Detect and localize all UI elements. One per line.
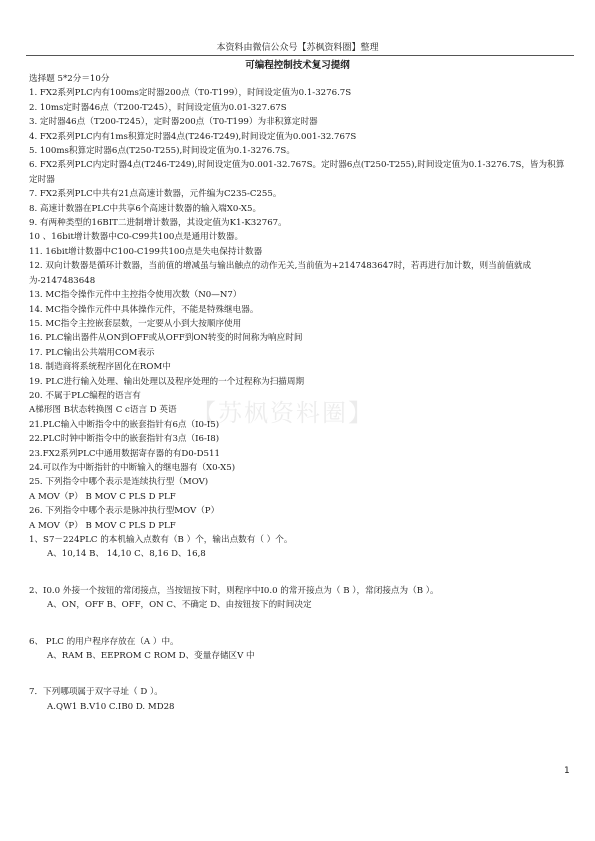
header-note: 本资料由微信公众号【苏枫资料圈】整理	[216, 43, 379, 53]
body-line: 21.PLC输入中断指令中的嵌套指针有6点（I0-I5)	[29, 419, 220, 430]
body-line: 24.可以作为中断指针的中断输入的继电器有（X0-X5)	[29, 462, 236, 473]
body-line: 8. 高速计数器在PLC中共享6个高速计数器的输入端X0-X5。	[29, 203, 262, 214]
body-line: 9. 有两种类型的16BIT二进制增计数器，其设定值为K1-K32767。	[29, 218, 287, 229]
body-line: 2. 10ms定时器46点（T200-T245），时间设定值为0.01-327.67S	[29, 102, 287, 113]
body-line: 22.PLC时钟中断指令中的嵌套指针有3点（I6-I8)	[29, 434, 220, 445]
body-line: 4. FX2系列PLC内有1ms积算定时器4点(T246-T249),时间设定值为0.001-32.767S	[29, 131, 357, 142]
watermark: 【苏枫资料圈】	[192, 399, 374, 427]
body-line: 26. 下列指令中哪个表示是脉冲执行型MOV（P）	[29, 506, 220, 517]
answer-options: A MOV（P） B MOV C PLS D PLF	[29, 520, 176, 531]
answer-options: A、RAM B、EEPROM C ROM D、变量存储区V 中	[47, 651, 255, 662]
question-line: 6、 PLC 的用户程序存放在（A ）中。	[29, 636, 179, 647]
body-line: 25. 下列指令中哪个表示是连续执行型（MOV)	[29, 477, 209, 488]
header-rule	[26, 55, 574, 56]
body-line: 5. 100ms积算定时器6点(T250-T255),时间设定值为0.1-3276.7S。	[29, 146, 295, 157]
body-line: 13. MC指令操作元件中主控指令使用次数（N0—N7）	[29, 290, 242, 301]
document-body	[29, 72, 569, 714]
question-line: 7．下列哪项属于双字寻址（ D ）。	[29, 687, 163, 698]
body-line: 11. 16bit增计数器中C100-C199共100点是失电保持计数器	[29, 246, 263, 257]
document-title: 可编程控制技术复习提纲	[245, 60, 350, 71]
body-line: 15. MC指令主控嵌套层数，一定要从小到大按顺序使用	[29, 318, 242, 329]
body-line: 19. PLC进行输入处理、输出处理以及程序处理的一个过程称为扫描周期	[29, 376, 305, 387]
body-line: 16. PLC输出器件从ON到OFF或从OFF到ON转变的时间称为响应时间	[29, 333, 303, 344]
body-line: 7. FX2系列PLC中共有21点高速计数器，元件编为C235-C255。	[29, 189, 282, 200]
body-line: 18. 制造商将系统程序固化在ROM中	[29, 362, 171, 373]
answer-options: A、10,14 B、 14,10 C、8,16 D、16,8	[47, 549, 206, 560]
body-line: 3. 定时器46点（T200-T245），定时器200点（T0-T199）为非积算定时器	[29, 117, 318, 128]
section-heading: 选择题 5*2分＝10分	[29, 74, 110, 84]
question-line: 2、I0.0 外接一个按钮的常闭接点，当按钮按下时，则程序中I0.0 的常开接点为（ B ），常闭接点为（B ）。	[29, 585, 439, 596]
answer-options: A MOV（P） B MOV C PLS D PLF	[29, 491, 176, 502]
answer-options: A、ON，OFF B、OFF，ON C、不确定 D、由按钮按下的时间决定	[47, 600, 312, 611]
question-line: 1、S7－224PLC 的本机输入点数有（B ）个，输出点数有（ ）个。	[29, 535, 293, 545]
page-number: 1	[564, 766, 570, 776]
body-line: 12. 双向计数器是循环计数器，当前值的增减虽与输出触点的动作无关,当前值为+2147483647时，若再进行加计数，则当前值就成为-2147483648	[29, 261, 532, 286]
body-line: 6. FX2系列PLC内定时器4点(T246-T249),时间设定值为0.001-32.767S。定时器6点(T250-T255),时间设定值为0.1-3276.7S，皆为积算定时器	[29, 160, 565, 185]
answer-options: A.QW1 B.V10 C.IB0 D. MD28	[47, 701, 175, 712]
body-line: 23.FX2系列PLC中通用数据寄存器的有D0-D511	[29, 448, 220, 459]
body-line: 20. 不属于PLC编程的语言有	[29, 390, 141, 401]
body-line: 10 、16bit增计数器中C0-C99共100点是通用计数器。	[29, 232, 244, 243]
body-line: 14. MC指令操作元件中具体操作元件，不能是特殊继电器。	[29, 304, 259, 315]
body-line: 1. FX2系列PLC内有100ms定时器200点（T0-T199），时间设定值为0.1-3276.7S	[29, 88, 352, 99]
answer-options: A梯形图 B状态转换图 C c语言 D 英语	[29, 405, 177, 416]
body-line: 17. PLC输出公共端用COM表示	[29, 347, 155, 358]
